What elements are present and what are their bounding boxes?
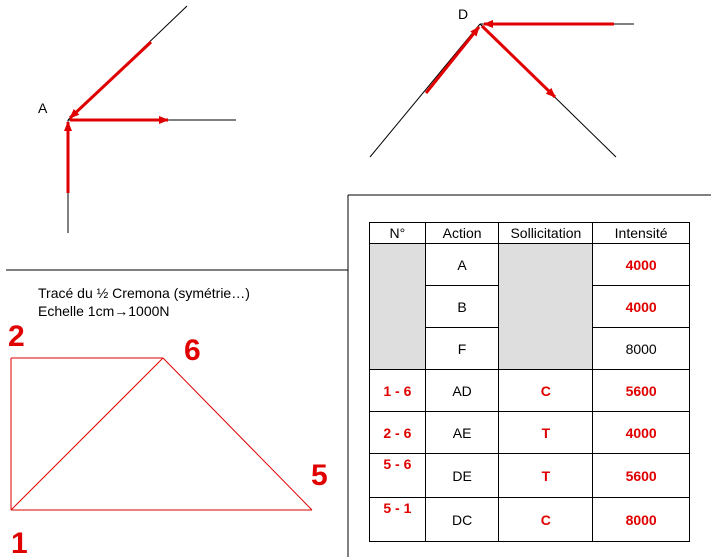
intensite-cell: 8000 [593, 328, 690, 370]
caption-scale-suffix: 1000N [128, 303, 170, 319]
header-sollicitation: Sollicitation [499, 223, 593, 244]
sollicitation-cell-empty [499, 244, 593, 370]
force-arrow-d-left [426, 27, 479, 93]
n-cell: 2 - 6 [370, 412, 426, 454]
table-row [370, 454, 690, 498]
sollicitation-cell: T [499, 454, 593, 498]
solicitation-table [369, 222, 690, 542]
action-cell: F [425, 328, 499, 370]
header-action: Action [425, 223, 499, 244]
n-cell: 5 - 6 [370, 454, 426, 498]
table-row [370, 498, 690, 542]
action-cell: AE [425, 412, 499, 454]
intensite-cell: 5600 [593, 454, 690, 498]
action-cell: B [425, 286, 499, 328]
table-row [370, 412, 690, 454]
sollicitation-cell: T [499, 412, 593, 454]
force-arrow-a-diagonal [70, 42, 151, 118]
cremona-point-5-label: 5 [311, 459, 328, 492]
node-a-label: A [38, 100, 48, 116]
cremona-point-6-label: 6 [184, 334, 201, 367]
intensite-cell: 4000 [593, 286, 690, 328]
table-row [370, 370, 690, 412]
sollicitation-cell: C [499, 498, 593, 542]
cremona-segment-1-6 [11, 358, 163, 510]
n-cell: 5 - 1 [370, 498, 426, 542]
table-row [370, 244, 690, 286]
node-d-diagram [370, 6, 634, 157]
cremona-point-1-label: 1 [11, 527, 28, 557]
header-intensite: Intensité [593, 223, 690, 244]
intensite-cell: 4000 [593, 412, 690, 454]
intensite-cell: 8000 [593, 498, 690, 542]
caption-title: Tracé du ½ Cremona (symétrie…) [38, 285, 250, 301]
cremona-diagram [8, 320, 328, 557]
action-cell: A [425, 244, 499, 286]
force-arrow-d-right [482, 26, 555, 97]
action-cell: AD [425, 370, 499, 412]
sollicitation-cell: C [499, 370, 593, 412]
action-cell: DE [425, 454, 499, 498]
cremona-caption [38, 284, 250, 320]
cremona-segment-6-5 [163, 358, 312, 510]
n-cell-empty [370, 244, 426, 370]
table-header-row [370, 223, 690, 244]
node-a-diagram [38, 6, 236, 233]
node-d-label: D [458, 6, 469, 22]
cremona-point-2-label: 2 [8, 320, 25, 353]
intensite-cell: 5600 [593, 370, 690, 412]
caption-scale [38, 302, 250, 320]
caption-scale-prefix: Echelle 1cm [38, 303, 115, 319]
intensite-cell: 4000 [593, 244, 690, 286]
action-cell: DC [425, 498, 499, 542]
header-n: N° [370, 223, 426, 244]
caption-scale-arrow: → [114, 303, 129, 319]
n-cell: 1 - 6 [370, 370, 426, 412]
